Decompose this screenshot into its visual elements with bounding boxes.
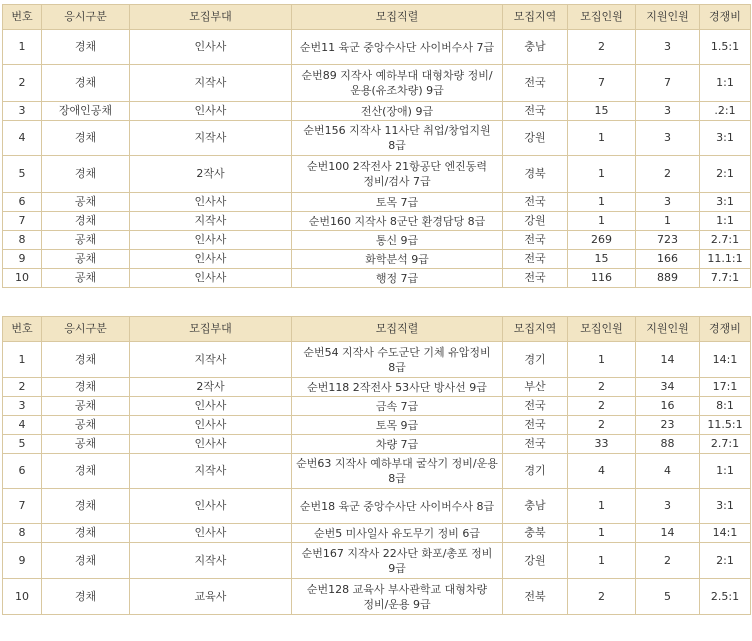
cell-applicant-count: 88 bbox=[636, 435, 700, 454]
table-row bbox=[3, 489, 751, 524]
cell-competition-ratio: 2.7:1 bbox=[700, 231, 751, 250]
cell-applicant-count: 889 bbox=[636, 269, 700, 288]
cell-region: 경기 bbox=[503, 342, 568, 378]
cell-type: 공채 bbox=[42, 250, 130, 269]
cell-unit: 2작사 bbox=[130, 378, 292, 397]
cell-region: 부산 bbox=[503, 378, 568, 397]
table-row bbox=[3, 212, 751, 231]
cell-position: 순번63 지작사 예하부대 굴삭기 정비/운용 8급 bbox=[292, 454, 503, 489]
cell-type: 경채 bbox=[42, 524, 130, 543]
table-row bbox=[3, 250, 751, 269]
cell-competition-ratio: .2:1 bbox=[700, 102, 751, 121]
cell-type: 경채 bbox=[42, 454, 130, 489]
cell-type: 경채 bbox=[42, 543, 130, 579]
table-row bbox=[3, 231, 751, 250]
table-row bbox=[3, 397, 751, 416]
header-type: 응시구분 bbox=[42, 317, 130, 342]
cell-recruit-count: 2 bbox=[568, 397, 636, 416]
cell-position: 순번160 지작사 8군단 환경담당 8급 bbox=[292, 212, 503, 231]
cell-region: 충남 bbox=[503, 489, 568, 524]
header-recruit-count: 모집인원 bbox=[568, 5, 636, 30]
cell-unit: 지작사 bbox=[130, 121, 292, 156]
cell-no: 5 bbox=[3, 156, 42, 193]
cell-region: 경북 bbox=[503, 156, 568, 193]
cell-region: 강원 bbox=[503, 121, 568, 156]
cell-recruit-count: 2 bbox=[568, 416, 636, 435]
cell-unit: 인사사 bbox=[130, 397, 292, 416]
cell-region: 전국 bbox=[503, 231, 568, 250]
cell-position: 순번156 지작사 11사단 취업/창업지원 8급 bbox=[292, 121, 503, 156]
table-row bbox=[3, 269, 751, 288]
cell-unit: 인사사 bbox=[130, 524, 292, 543]
recruitment-table-1 bbox=[2, 4, 751, 288]
cell-position: 순번118 2작전사 53사단 방사선 9급 bbox=[292, 378, 503, 397]
cell-position: 순번167 지작사 22사단 화포/총포 정비 9급 bbox=[292, 543, 503, 579]
cell-no: 10 bbox=[3, 579, 42, 615]
cell-no: 1 bbox=[3, 30, 42, 65]
header-region: 모집지역 bbox=[503, 5, 568, 30]
cell-applicant-count: 3 bbox=[636, 30, 700, 65]
cell-unit: 인사사 bbox=[130, 269, 292, 288]
cell-recruit-count: 1 bbox=[568, 121, 636, 156]
cell-competition-ratio: 11.1:1 bbox=[700, 250, 751, 269]
table-row bbox=[3, 30, 751, 65]
cell-region: 전국 bbox=[503, 65, 568, 102]
table-header-row bbox=[3, 5, 751, 30]
cell-unit: 지작사 bbox=[130, 543, 292, 579]
cell-recruit-count: 1 bbox=[568, 543, 636, 579]
cell-competition-ratio: 1.5:1 bbox=[700, 30, 751, 65]
cell-region: 전국 bbox=[503, 416, 568, 435]
table-row bbox=[3, 102, 751, 121]
cell-applicant-count: 7 bbox=[636, 65, 700, 102]
cell-applicant-count: 5 bbox=[636, 579, 700, 615]
cell-applicant-count: 14 bbox=[636, 342, 700, 378]
cell-region: 전국 bbox=[503, 269, 568, 288]
cell-type: 경채 bbox=[42, 489, 130, 524]
cell-recruit-count: 1 bbox=[568, 342, 636, 378]
cell-unit: 교육사 bbox=[130, 579, 292, 615]
cell-position: 화학분석 9급 bbox=[292, 250, 503, 269]
cell-no: 9 bbox=[3, 250, 42, 269]
table-row bbox=[3, 543, 751, 579]
table-row bbox=[3, 524, 751, 543]
header-position: 모집직렬 bbox=[292, 5, 503, 30]
cell-no: 9 bbox=[3, 543, 42, 579]
cell-no: 3 bbox=[3, 102, 42, 121]
cell-region: 강원 bbox=[503, 212, 568, 231]
cell-competition-ratio: 8:1 bbox=[700, 397, 751, 416]
cell-type: 경채 bbox=[42, 212, 130, 231]
cell-unit: 인사사 bbox=[130, 489, 292, 524]
cell-recruit-count: 1 bbox=[568, 212, 636, 231]
cell-applicant-count: 2 bbox=[636, 543, 700, 579]
cell-unit: 2작사 bbox=[130, 156, 292, 193]
cell-applicant-count: 723 bbox=[636, 231, 700, 250]
cell-no: 2 bbox=[3, 378, 42, 397]
cell-position: 전산(장애) 9급 bbox=[292, 102, 503, 121]
cell-type: 경채 bbox=[42, 579, 130, 615]
table-row bbox=[3, 65, 751, 102]
cell-recruit-count: 33 bbox=[568, 435, 636, 454]
header-applicant-count: 지원인원 bbox=[636, 5, 700, 30]
cell-applicant-count: 23 bbox=[636, 416, 700, 435]
cell-applicant-count: 4 bbox=[636, 454, 700, 489]
table-header-row bbox=[3, 317, 751, 342]
cell-region: 전국 bbox=[503, 250, 568, 269]
cell-position: 차량 7급 bbox=[292, 435, 503, 454]
cell-region: 충남 bbox=[503, 30, 568, 65]
cell-unit: 지작사 bbox=[130, 65, 292, 102]
cell-recruit-count: 269 bbox=[568, 231, 636, 250]
table-row bbox=[3, 378, 751, 397]
cell-recruit-count: 1 bbox=[568, 524, 636, 543]
cell-no: 6 bbox=[3, 454, 42, 489]
cell-applicant-count: 14 bbox=[636, 524, 700, 543]
table-row bbox=[3, 435, 751, 454]
cell-competition-ratio: 14:1 bbox=[700, 342, 751, 378]
table-row bbox=[3, 579, 751, 615]
cell-type: 공채 bbox=[42, 269, 130, 288]
cell-position: 통신 9급 bbox=[292, 231, 503, 250]
cell-recruit-count: 7 bbox=[568, 65, 636, 102]
cell-no: 5 bbox=[3, 435, 42, 454]
cell-region: 전국 bbox=[503, 193, 568, 212]
cell-type: 공채 bbox=[42, 193, 130, 212]
cell-recruit-count: 4 bbox=[568, 454, 636, 489]
cell-recruit-count: 2 bbox=[568, 579, 636, 615]
recruitment-table-2 bbox=[2, 316, 751, 615]
cell-competition-ratio: 14:1 bbox=[700, 524, 751, 543]
cell-type: 경채 bbox=[42, 65, 130, 102]
header-applicant-count: 지원인원 bbox=[636, 317, 700, 342]
cell-region: 전북 bbox=[503, 579, 568, 615]
cell-applicant-count: 3 bbox=[636, 193, 700, 212]
cell-applicant-count: 166 bbox=[636, 250, 700, 269]
cell-no: 7 bbox=[3, 489, 42, 524]
cell-applicant-count: 3 bbox=[636, 489, 700, 524]
cell-type: 경채 bbox=[42, 378, 130, 397]
header-region: 모집지역 bbox=[503, 317, 568, 342]
table-row bbox=[3, 454, 751, 489]
cell-unit: 인사사 bbox=[130, 30, 292, 65]
cell-region: 전국 bbox=[503, 102, 568, 121]
cell-region: 충북 bbox=[503, 524, 568, 543]
cell-recruit-count: 15 bbox=[568, 250, 636, 269]
cell-position: 금속 7급 bbox=[292, 397, 503, 416]
cell-unit: 지작사 bbox=[130, 212, 292, 231]
cell-recruit-count: 1 bbox=[568, 193, 636, 212]
cell-applicant-count: 2 bbox=[636, 156, 700, 193]
cell-unit: 지작사 bbox=[130, 454, 292, 489]
table-row bbox=[3, 342, 751, 378]
cell-recruit-count: 2 bbox=[568, 378, 636, 397]
cell-competition-ratio: 17:1 bbox=[700, 378, 751, 397]
cell-competition-ratio: 3:1 bbox=[700, 193, 751, 212]
cell-position: 순번100 2작전사 21항공단 엔진동력 정비/검사 7급 bbox=[292, 156, 503, 193]
cell-position: 토목 7급 bbox=[292, 193, 503, 212]
cell-no: 8 bbox=[3, 231, 42, 250]
cell-position: 순번18 육군 중앙수사단 사이버수사 8급 bbox=[292, 489, 503, 524]
cell-type: 경채 bbox=[42, 342, 130, 378]
cell-applicant-count: 1 bbox=[636, 212, 700, 231]
table-row bbox=[3, 121, 751, 156]
cell-position: 토목 9급 bbox=[292, 416, 503, 435]
header-competition-ratio: 경쟁비 bbox=[700, 5, 751, 30]
header-type: 응시구분 bbox=[42, 5, 130, 30]
cell-position: 순번128 교육사 부사관학교 대형차량 정비/운용 9급 bbox=[292, 579, 503, 615]
cell-no: 8 bbox=[3, 524, 42, 543]
cell-unit: 인사사 bbox=[130, 102, 292, 121]
cell-competition-ratio: 3:1 bbox=[700, 121, 751, 156]
cell-applicant-count: 3 bbox=[636, 102, 700, 121]
cell-type: 공채 bbox=[42, 231, 130, 250]
cell-competition-ratio: 2.7:1 bbox=[700, 435, 751, 454]
cell-type: 공채 bbox=[42, 416, 130, 435]
cell-position: 행정 7급 bbox=[292, 269, 503, 288]
cell-no: 3 bbox=[3, 397, 42, 416]
cell-position: 순번11 육군 중앙수사단 사이버수사 7급 bbox=[292, 30, 503, 65]
cell-unit: 지작사 bbox=[130, 342, 292, 378]
cell-recruit-count: 1 bbox=[568, 156, 636, 193]
cell-competition-ratio: 1:1 bbox=[700, 454, 751, 489]
cell-competition-ratio: 3:1 bbox=[700, 489, 751, 524]
cell-type: 경채 bbox=[42, 121, 130, 156]
cell-applicant-count: 3 bbox=[636, 121, 700, 156]
cell-region: 경기 bbox=[503, 454, 568, 489]
cell-type: 장애인공채 bbox=[42, 102, 130, 121]
cell-competition-ratio: 7.7:1 bbox=[700, 269, 751, 288]
cell-recruit-count: 1 bbox=[568, 489, 636, 524]
cell-type: 공채 bbox=[42, 435, 130, 454]
cell-unit: 인사사 bbox=[130, 193, 292, 212]
cell-no: 10 bbox=[3, 269, 42, 288]
header-no: 번호 bbox=[3, 317, 42, 342]
cell-region: 강원 bbox=[503, 543, 568, 579]
cell-competition-ratio: 1:1 bbox=[700, 212, 751, 231]
cell-applicant-count: 16 bbox=[636, 397, 700, 416]
cell-position: 순번54 지작사 수도군단 기체 유압정비 8급 bbox=[292, 342, 503, 378]
cell-competition-ratio: 11.5:1 bbox=[700, 416, 751, 435]
table-row bbox=[3, 156, 751, 193]
cell-type: 경채 bbox=[42, 30, 130, 65]
cell-type: 경채 bbox=[42, 156, 130, 193]
cell-unit: 인사사 bbox=[130, 231, 292, 250]
cell-no: 7 bbox=[3, 212, 42, 231]
cell-recruit-count: 116 bbox=[568, 269, 636, 288]
header-unit: 모집부대 bbox=[130, 5, 292, 30]
cell-unit: 인사사 bbox=[130, 416, 292, 435]
cell-no: 4 bbox=[3, 416, 42, 435]
cell-competition-ratio: 1:1 bbox=[700, 65, 751, 102]
table-row bbox=[3, 193, 751, 212]
cell-region: 전국 bbox=[503, 397, 568, 416]
cell-competition-ratio: 2:1 bbox=[700, 543, 751, 579]
cell-type: 공채 bbox=[42, 397, 130, 416]
header-position: 모집직렬 bbox=[292, 317, 503, 342]
table-row bbox=[3, 416, 751, 435]
cell-position: 순번89 지작사 예하부대 대형차량 정비/운용(유조차량) 9급 bbox=[292, 65, 503, 102]
cell-unit: 인사사 bbox=[130, 250, 292, 269]
header-no: 번호 bbox=[3, 5, 42, 30]
header-recruit-count: 모집인원 bbox=[568, 317, 636, 342]
cell-no: 2 bbox=[3, 65, 42, 102]
cell-region: 전국 bbox=[503, 435, 568, 454]
cell-competition-ratio: 2.5:1 bbox=[700, 579, 751, 615]
cell-recruit-count: 15 bbox=[568, 102, 636, 121]
cell-unit: 인사사 bbox=[130, 435, 292, 454]
cell-competition-ratio: 2:1 bbox=[700, 156, 751, 193]
cell-no: 1 bbox=[3, 342, 42, 378]
header-competition-ratio: 경쟁비 bbox=[700, 317, 751, 342]
cell-position: 순번5 미사일사 유도무기 정비 6급 bbox=[292, 524, 503, 543]
header-unit: 모집부대 bbox=[130, 317, 292, 342]
cell-no: 4 bbox=[3, 121, 42, 156]
cell-applicant-count: 34 bbox=[636, 378, 700, 397]
cell-recruit-count: 2 bbox=[568, 30, 636, 65]
cell-no: 6 bbox=[3, 193, 42, 212]
